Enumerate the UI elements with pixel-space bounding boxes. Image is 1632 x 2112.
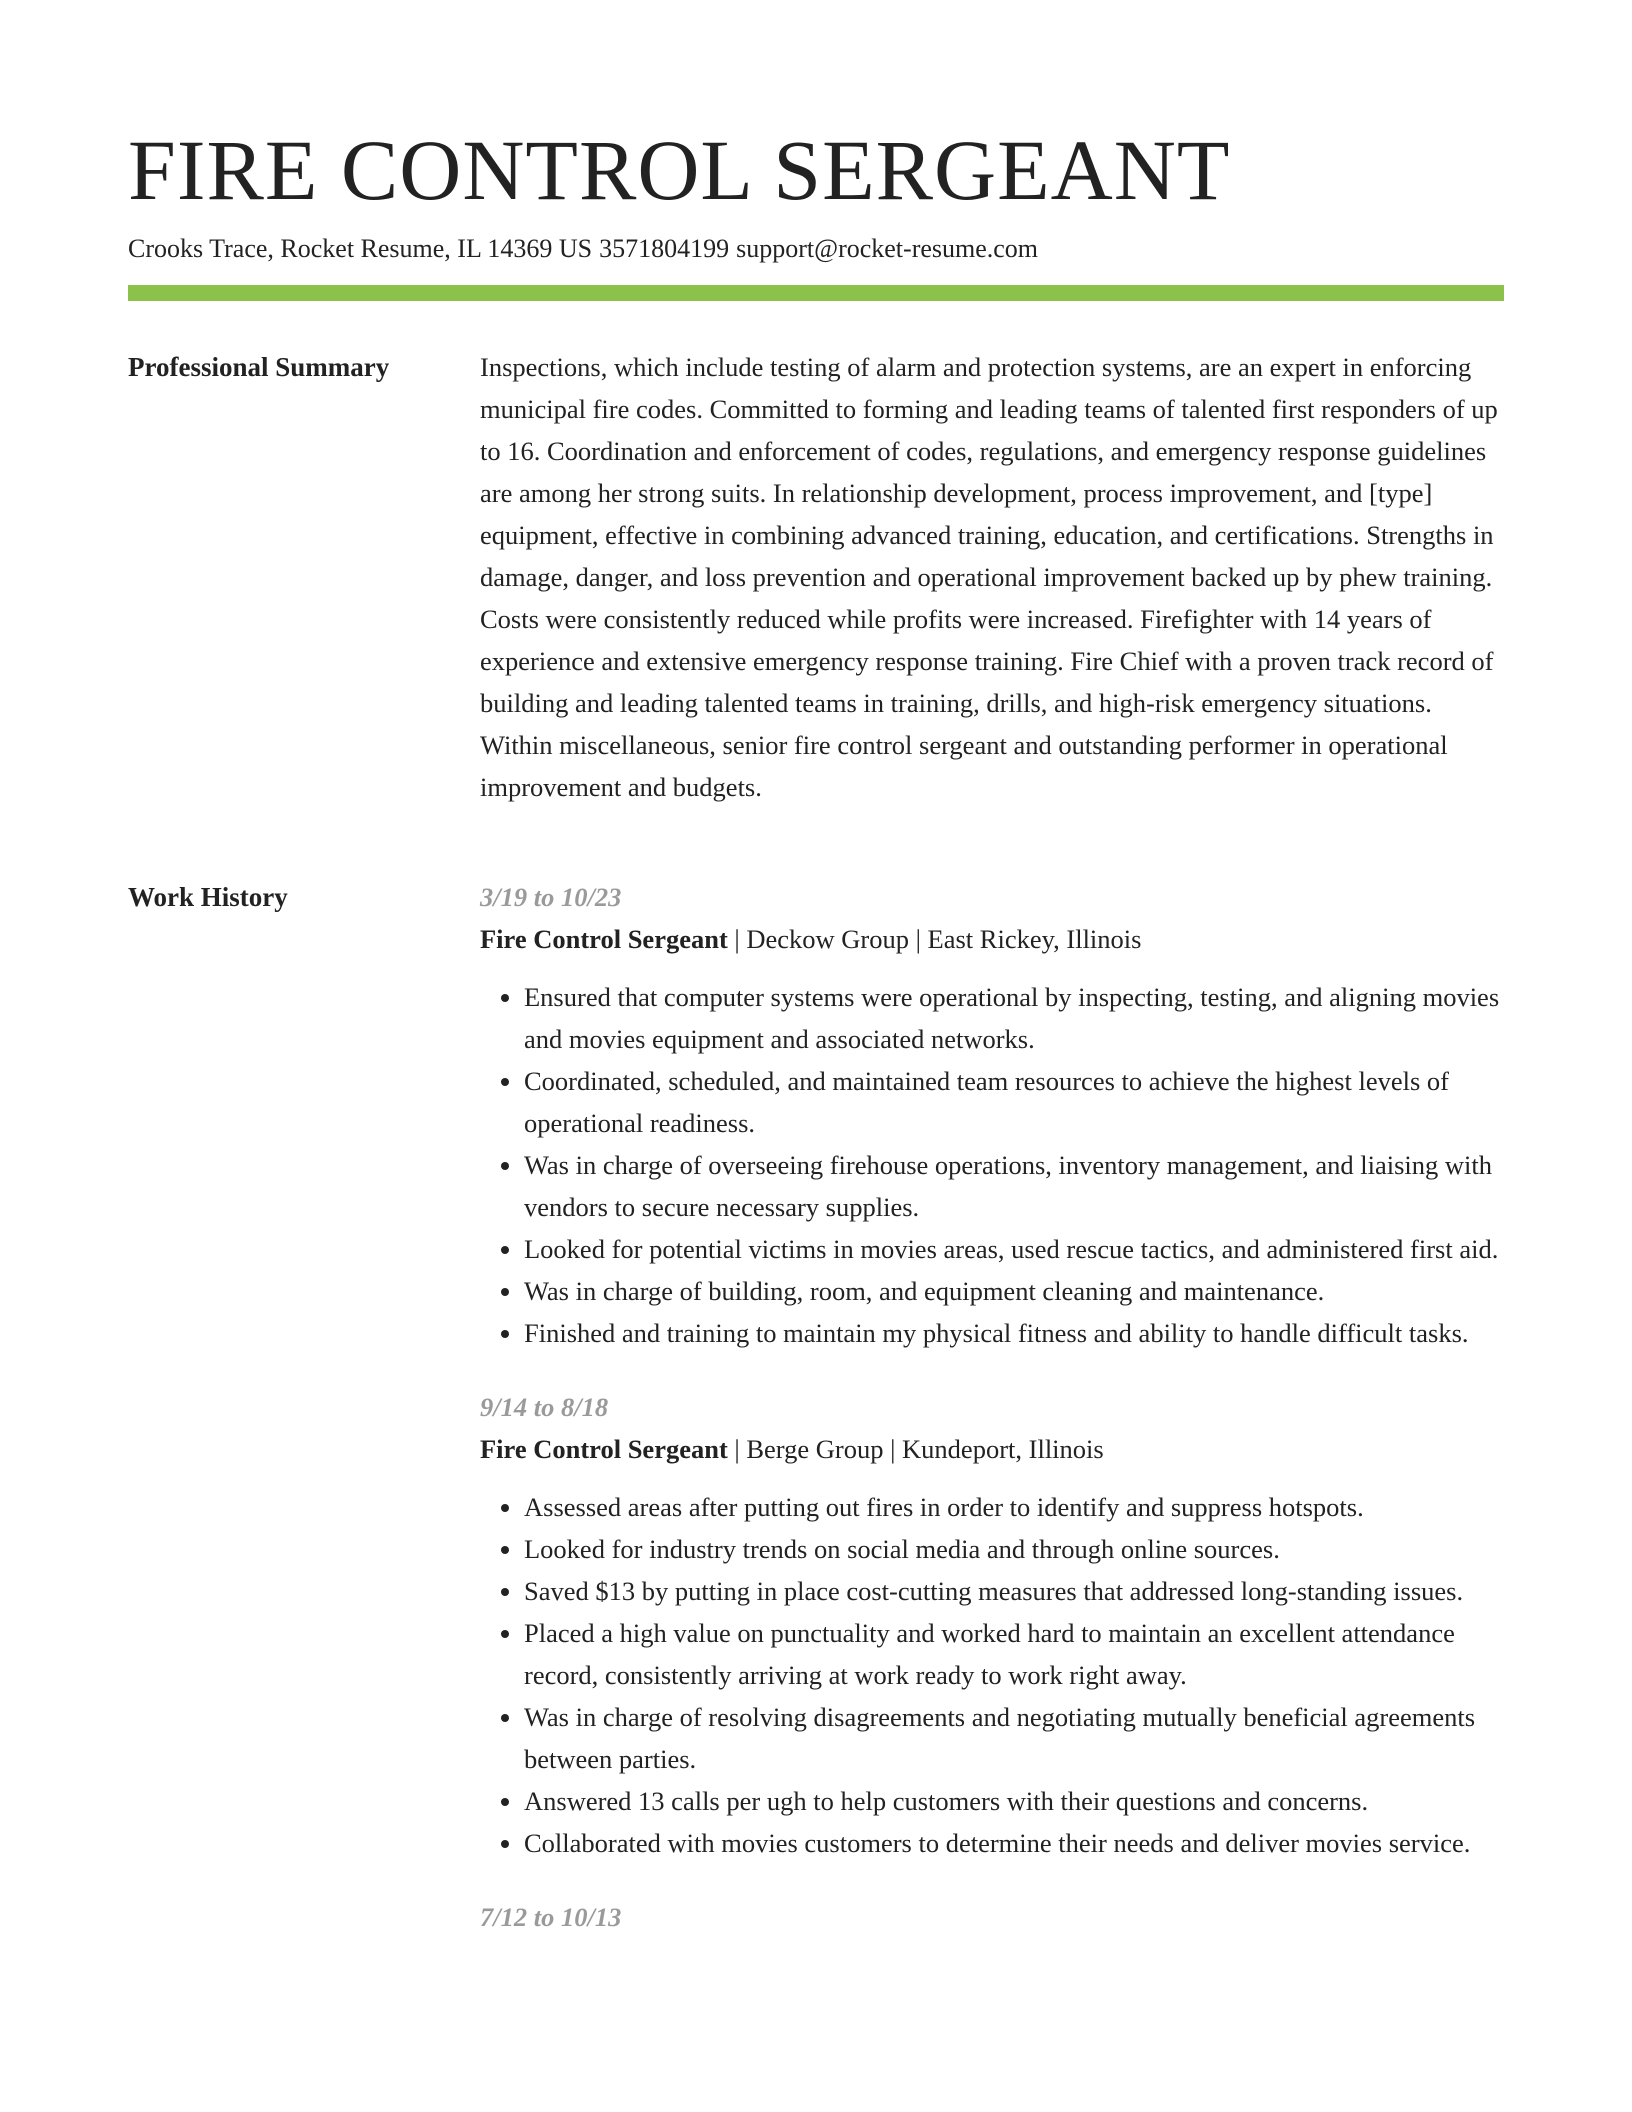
job-bullet-list — [480, 1486, 1504, 1864]
job-bullet: • Finished and training to maintain my physical fitness and ability to handle difficult tasks. — [524, 1312, 1504, 1354]
job-bullet: • Was in charge of building, room, and equipment cleaning and maintenance. — [524, 1270, 1504, 1312]
job-bullet: • Collaborated with movies customers to determine their needs and deliver movies service. — [524, 1822, 1504, 1864]
summary-text: Inspections, which include testing of alarm and protection systems, are an expert in enforcing municipal fire codes. Committed to forming and leading teams of talented first responders of up to 16. Coordination and enforcement of codes, regulations, and emergency response guidelines are among her strong suits. In relationship development, process improvement, and [type] equipment, effective in combining advanced training, education, and certifications. Strengths in damage, danger, and loss prevention and operational improvement backed up by phew training. Costs were consistently reduced while profits were increased. Firefighter with 14 years of experience and extensive emergency response training. Fire Chief with a proven track record of building and leading talented teams in training, drills, and high-risk emergency situations. Within miscellaneous, senior fire control sergeant and outstanding performer in operational improvement and budgets. — [480, 352, 1498, 802]
job-bullet: • Looked for industry trends on social media and through online sources. — [524, 1528, 1504, 1570]
job-dates: 9/14 to 8/18 — [480, 1392, 609, 1422]
summary-heading: Professional Summary — [128, 352, 390, 382]
job-bullet: • Saved $13 by putting in place cost-cutting measures that addressed long-standing issues. — [524, 1570, 1504, 1612]
job-bullet: • Assessed areas after putting out fires in order to identify and suppress hotspots. — [524, 1486, 1504, 1528]
contact-email: support@rocket-resume.com — [736, 234, 1039, 263]
contact-line — [128, 232, 1045, 266]
job-bullet: • Coordinated, scheduled, and maintained team resources to achieve the highest levels of operational readiness. — [524, 1060, 1504, 1144]
contact-phone: 3571804199 — [599, 234, 730, 263]
job-dates: 7/12 to 10/13 — [480, 1902, 622, 1932]
job-bullet: • Ensured that computer systems were operational by inspecting, testing, and aligning movies and movies equipment and associated networks. — [524, 976, 1504, 1060]
job-bullet: • Was in charge of resolving disagreements and negotiating mutually beneficial agreements between parties. — [524, 1696, 1504, 1780]
accent-divider — [128, 285, 1504, 301]
job-title-line: Fire Control Sergeant | Deckow Group | East Rickey, Illinois — [480, 924, 1142, 954]
job-title-line: Fire Control Sergeant | Berge Group | Kundeport, Illinois — [480, 1434, 1104, 1464]
job-title: Fire Control Sergeant — [480, 1434, 728, 1464]
job-company: Deckow Group — [746, 924, 909, 954]
job-bullet: • Looked for potential victims in movies areas, used rescue tactics, and administered first aid. — [524, 1228, 1504, 1270]
job-title: Fire Control Sergeant — [480, 924, 728, 954]
contact-address: Crooks Trace, Rocket Resume, IL 14369 US — [128, 234, 593, 263]
job-entry — [480, 876, 1504, 1354]
job-location: East Rickey, Illinois — [927, 924, 1142, 954]
job-dates: 3/19 to 10/23 — [480, 882, 622, 912]
job-bullet: • Was in charge of overseeing firehouse operations, inventory management, and liaising with vendors to secure necessary supplies. — [524, 1144, 1504, 1228]
job-bullet: • Answered 13 calls per ugh to help customers with their questions and concerns. — [524, 1780, 1504, 1822]
resume-title: FIRE CONTROL SERGEANT — [128, 122, 1231, 218]
work-history-heading: Work History — [128, 882, 288, 912]
job-entry — [480, 1896, 1504, 1938]
job-company: Berge Group — [746, 1434, 884, 1464]
job-bullet: • Placed a high value on punctuality and worked hard to maintain an excellent attendance record, consistently arriving at work ready to work right away. — [524, 1612, 1504, 1696]
summary-body — [480, 346, 1504, 808]
job-bullet-list — [480, 976, 1504, 1354]
work-history-body — [480, 876, 1504, 1970]
job-entry — [480, 1386, 1504, 1864]
job-location: Kundeport, Illinois — [902, 1434, 1104, 1464]
